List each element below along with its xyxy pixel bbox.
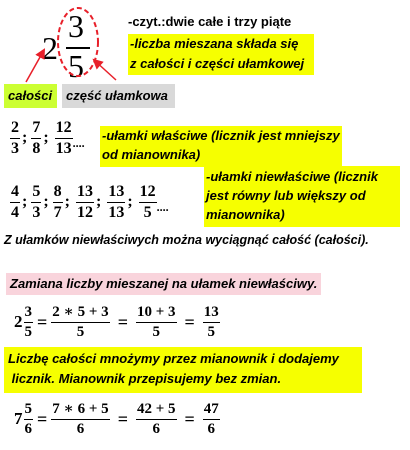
conversion-rule: Liczbę całości mnożymy przez mianownik i dodajemy licznik. Mianownik przepisujemy bez zmian. — [4, 347, 362, 393]
proper-fraction: $\frac{12}{13}$ — [55, 118, 72, 157]
improper-fractions-note: -ułamki niewłaściwe (licznik jest równy lub większy od mianownika) — [204, 166, 400, 227]
example1-step2: $\frac{10 + 3}{5}$ — [136, 303, 176, 340]
proper-ellipsis: .... — [72, 135, 85, 150]
equals-sign: = — [117, 311, 128, 332]
improper-fractions-row: $\frac{4}{4}$ ; $\frac{5}{3}$ ; $\frac{8}{7}$ ; $\frac{13}{12}$ ; $\frac{13}{13}$ ; $\frac{12}{5}$ .... — [11, 182, 169, 221]
improper-ellipsis: .... — [156, 199, 169, 214]
improper-fraction: $\frac{13}{13}$ — [108, 182, 125, 221]
equals-sign: = — [37, 408, 48, 429]
improper-statement: Z ułamków niewłaściwych można wyciągnąć całość (całości). — [4, 233, 369, 247]
example2-step1: $\frac{7 ∗ 6 + 5}{6}$ — [52, 400, 109, 437]
conversion-example-2 — [14, 397, 220, 441]
mixed-number-numerator: 3 — [68, 8, 84, 44]
reading-note: -czyt.:dwie całe i trzy piąte — [128, 14, 292, 29]
explanation-line-1: -liczba mieszana składa się — [130, 36, 299, 51]
improper-fraction: $\frac{12}{5}$ — [139, 182, 156, 221]
example1-step1: $\frac{2 ∗ 5 + 3}{5}$ — [52, 303, 109, 340]
improper-fraction: $\frac{4}{4}$ — [11, 182, 19, 221]
example2-mixed-fraction: $\frac{5}{6}$ — [24, 400, 32, 437]
explanation-line-2: z całości i części ułamkowej — [130, 56, 305, 71]
label-whole: całości — [4, 84, 57, 108]
example1-whole: 2 — [14, 312, 23, 331]
proper-fractions-row: $\frac{2}{3}$ ; $\frac{7}{8}$ ; $\frac{12}{13}$ .... — [11, 118, 85, 157]
improper-fraction: $\frac{8}{7}$ — [53, 182, 62, 221]
conversion-example-1 — [14, 300, 220, 344]
fraction-part-ellipse — [58, 8, 98, 76]
improper-fraction: $\frac{13}{12}$ — [76, 182, 93, 221]
proper-fractions-note: -ułamki właściwe (licznik jest mniejszy od mianownika) — [100, 126, 342, 167]
example1-result: $\frac{13}{5}$ — [203, 303, 219, 340]
equals-sign: = — [184, 408, 195, 429]
label-fraction-part: część ułamkowa — [62, 84, 175, 108]
mixed-number-explanation — [128, 34, 314, 75]
example2-step2: $\frac{42 + 5}{6}$ — [136, 400, 176, 437]
mixed-number-denominator: 5 — [68, 48, 84, 84]
conversion-title: Zamiana liczby mieszanej na ułamek niewłaściwy. — [6, 273, 321, 295]
improper-fraction: $\frac{5}{3}$ — [32, 182, 41, 221]
example2-result: $\frac{47}{6}$ — [203, 400, 219, 437]
proper-fraction: $\frac{2}{3}$ — [11, 118, 19, 157]
equals-sign: = — [184, 311, 195, 332]
example1-mixed-fraction: $\frac{3}{5}$ — [24, 303, 32, 340]
equals-sign: = — [37, 311, 48, 332]
equals-sign: = — [117, 408, 128, 429]
proper-fraction: $\frac{7}{8}$ — [32, 118, 41, 157]
mixed-number-whole: 2 — [42, 30, 58, 66]
arrow-to-whole — [26, 50, 44, 82]
example2-whole: 7 — [14, 409, 23, 428]
arrow-to-part — [94, 60, 116, 80]
